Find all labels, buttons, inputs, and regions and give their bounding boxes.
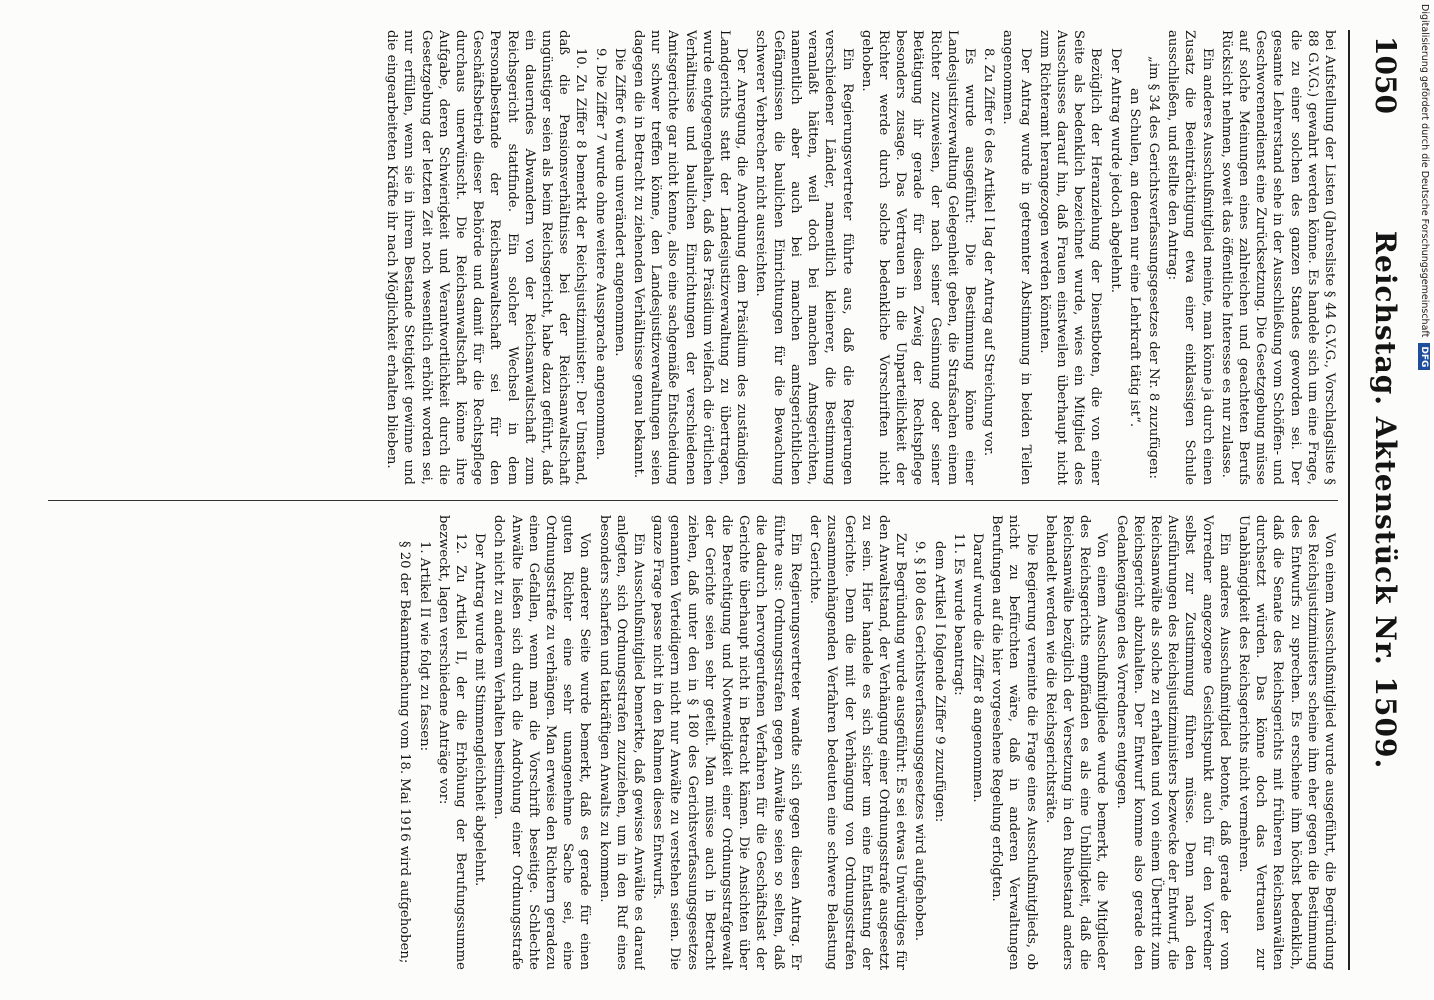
paragraph: Ein anderes Ausschußmitglied meinte, man könne ja durch einen Zusatz die Beeinträchtigung etwa einer einklassigen Schule ausschließen, und stellte den Antrag: bbox=[1165, 30, 1215, 485]
paragraph: Die Regierung verneinte die Frage eines Ausschußmitglieds, ob nicht zu befürchten wäre, daß in anderen Verwaltungen Berufungen auf die hier vorgesehene Regelung erfolgten. bbox=[989, 515, 1039, 970]
paragraph: Ein Regierungsvertreter führte aus, daß die Regierungen verschiedener Länder, namentlich kleinerer, die Bestimmung veranlaßt hätten, weil doch bei manchen Amtsgerichten, namentlich aber auch bei manchen amtsgerichtlichen Gefängnissen die baulichen Einrichtungen für die Bewachung schwerer Verbrecher nicht ausreichten. bbox=[753, 30, 855, 485]
section-paragraph: 10. Zu Ziffer 8 bemerkt der Reichsjustizminister: Der Umstand, daß die Pensionsverhältnisse bei der Reichsanwaltschaft ungünstiger seien als beim Reichsgericht, habe dazu geführt, daß ein dauerndes Abwandern von der Reichsanwaltschaft zum Reichsgericht stattfinde. Ein solcher Wechsel in dem Personalbestande der Reichsanwaltschaft sei für den Geschäftsbetrieb dieser Behörde und damit für die Rechtspflege durchaus unerwünscht. Die Reichsanwaltschaft könne ihre Aufgabe, deren Schwierigkeit und Verantwortlichkeit durch die Gesetzgebung der letzten Zeit noch wesentlich erhöht worden sei, nur erfüllen, wenn sie in ihrem Bestande Stetigkeit gewinne und die eingearbeiteten Kräfte ihr nach Möglichkeit erhalten blieben. bbox=[384, 30, 589, 485]
paragraph: Von anderer Seite wurde bemerkt, daß es gerade für einen guten Richter eine sehr unangenehme Sache sei, eine Ordnungsstrafe zu verhängen. Man erweise den Richtern geradezu einen Gefallen, wenn man die Vorschrift beseitige. Schlechte Anwälte ließen sich durch die Androhung einer Ordnungsstrafe doch nicht zu anderem Verhalten bestimmen. bbox=[491, 515, 593, 970]
section-paragraph: 11. Es wurde beantragt: bbox=[950, 533, 966, 696]
quote-paragraph: „im § 34 des Gerichtsverfassungsgesetzes der Nr. 8 zuzufügen: bbox=[1145, 56, 1161, 479]
left-column bbox=[48, 30, 1338, 485]
quote-paragraph: 1. Artikel II wie folgt zu fassen: bbox=[416, 541, 432, 752]
quote-paragraph: an Schulen, an denen nur eine Lehrkraft tätig ist“. bbox=[1126, 87, 1142, 428]
paragraph: Zur Begründung wurde ausgeführt: Es sei etwas Unwürdiges für den Anwaltstand, der Verhängung einer Ordnungsstrafe ausgesetzt zu sein. Hier handele es sich sicher um eine Entlastung der Gerichte. Denn die mit der Verhängung von Ordnungsstrafen zusammenhängenden Verfahren bedeuten eine schwere Belastung der Gerichte. bbox=[807, 515, 909, 970]
paragraph: Ein Regierungsvertreter wandte sich gegen diesen Antrag. Er führte aus: Ordnungsstrafen gegen Anwälte seien so selten, daß die dadurch hervorgerufenen Verfahren für die Geschäftslast der Gerichte überhaupt nicht in Betracht kämen. Die Ansichten über die Berechtigung und Notwendigkeit einer Ordnungsstrafgewalt der Gerichte seien sehr geteilt. Man müsse auch in Betracht ziehen, daß unter den in § 180 des Gerichtsverfassungsgesetzes genannten Verteidigern nicht nur Anwälte zu verstehen seien. Die ganze Frage passe nicht in den Rahmen dieses Entwurfs. bbox=[650, 515, 803, 970]
paragraph: Es wurde ausgeführt: Die Bestimmung könne einer Landesjustizverwaltung Gelegenheit geben, die Strafsachen einem Richter zuzuweisen, der nach seiner Gesinnung oder seiner Betätigung ihr gerade für diesen Zweig der Rechtspflege besonders zusage. Das Vertrauen in die Unparteilichkeit der Richter werde durch solche bedenkliche Vorschriften nicht gehoben. bbox=[858, 30, 977, 485]
dfg-logo: DFG bbox=[1418, 343, 1430, 370]
paragraph: Der Anregung, die Anordnung dem Präsidium des zuständigen Landgerichts statt der Landesjustizverwaltung zu übertragen, wurde entgegengehalten, daß das Präsidium vielfach die örtlichen Verhältnisse und baulichen Einrichtungen der verschiedenen Amtsgerichte gar nicht kenne, also eine sachgemäße Entscheidung nur schwer treffen könne, den Landesjustizverwaltungen seien dagegen die in Betracht zu ziehenden Verhältnisse genau bekannt. bbox=[631, 30, 750, 485]
credit-text: Digitalisierung gefördert durch die Deutsche Forschungsgemeinschaft bbox=[1419, 4, 1430, 338]
section-paragraph: 9. Die Ziffer 7 wurde ohne weitere Aussprache angenommen. bbox=[592, 48, 608, 460]
paragraph: Ein Ausschußmitglied bemerkte, daß gewisse Anwälte es darauf anlegten, sich Ordnungsstrafen zuzuziehen, um in den Ruf eines besonders scharfen und tatkräftigen Anwalts zu kommen. bbox=[596, 515, 647, 970]
paragraph: Von einem Ausschußmitgliede wurde bemerkt, die Mitglieder des Reichsgerichts empfänden es als eine Unbilligkeit, daß die Reichsanwälte bezüglich der Versetzung in den Ruhestand anders behandelt werden wie die Reichsgerichtsräte. bbox=[1042, 515, 1110, 970]
paragraph: Die Ziffer 6 wurde unverändert angenommen. bbox=[611, 48, 627, 357]
paragraph: Der Antrag wurde in getrennter Abstimmung in beiden Teilen angenommen. bbox=[1000, 30, 1033, 485]
quote-paragraph: 9. § 180 des Gerichtsverfassungsgesetzes wird aufgehoben. bbox=[912, 541, 928, 942]
quote-paragraph: dem Artikel I folgende Ziffer 9 zuzufügen: bbox=[931, 541, 947, 823]
printed-page bbox=[30, 30, 1410, 970]
quote-paragraph: § 20 der Bekanntmachung vom 18. Mai 1916 wird aufgehoben; bbox=[397, 541, 413, 964]
page-title: Reichstag. Aktenstück Nr. 1509. bbox=[1369, 230, 1402, 770]
page-number: 1050 bbox=[1369, 36, 1402, 114]
paragraph: Von einem Ausschußmitglied wurde ausgeführt, die Begründung des Reichsjustizministers scheine ihm eher gegen die Bestimmung des Entwurfs zu sprechen. Es erscheine ihm höchst bedenklich, daß die Senate des Reichsgerichts mit früheren Reichsanwälten durchsetzt würden. Das könne doch das Vertrauen zur Unabhängigkeit des Reichsgerichts nicht vermehren. bbox=[1235, 515, 1337, 970]
paragraph: Darauf wurde die Ziffer 8 angenommen. bbox=[969, 533, 985, 803]
paragraph: bei Aufstellung der Listen (Jahresliste § 44 G.V.G., Vorschlagsliste § 88 G.V.G.) gewahrt werden könne. Es handele sich um eine Frage, die zu einer solchen des ganzen Standes geworden sei. Der gesamte Lehrerstand sehe in der Ausschließung vom Schöffen- und Geschworenendienst eine Zurücksetzung. Die Gesetzgebung müsse auf solche Meinungen eines zahlreichen und geachteten Berufs Rücksicht nehmen, soweit das öffentliche Interesse es nur zulasse. bbox=[1218, 30, 1337, 485]
column-divider bbox=[48, 500, 1338, 501]
page-header bbox=[1348, 30, 1410, 970]
right-column bbox=[48, 515, 1338, 970]
paragraph: Der Antrag wurde jedoch abgelehnt. bbox=[1107, 48, 1123, 293]
digitization-credit bbox=[1418, 4, 1430, 996]
paragraph: Ein anderes Ausschußmitglied betonte, daß gerade der vom Vorredner angezogene Gesichtspunkt auch für den Vorredner selbst zur Zustimmung führen müsse. Denn nach den Ausführungen des Reichsjustizministers bezwecke der Entwurf, die Reichsanwälte als solche zu erhalten und von einem Übertritt zum Reichsgericht abzuhalten. Der Entwurf komme also gerade den Gedankengängen des Vorredners entgegen. bbox=[1113, 515, 1232, 970]
paragraph: Der Antrag wurde mit Stimmengleichheit abgelehnt. bbox=[472, 533, 488, 887]
paragraph: Bezüglich der Heranziehung der Dienstboten, die von einer Seite als bedenklich bezeichnet wurde, wies ein Mitglied des Ausschusses darauf hin, daß Frauen einstweilen überhaupt nicht zum Richteramt herangezogen werden könnten. bbox=[1036, 30, 1104, 485]
section-paragraph: 12. Zu Artikel II, der die Erhöhung der Berufungssumme bezweckt, lagen verschiedene Anträge vor: bbox=[435, 515, 469, 970]
section-paragraph: 8. Zu Ziffer 6 des Artikel I lag der Antrag auf Streichung vor. bbox=[981, 48, 997, 457]
